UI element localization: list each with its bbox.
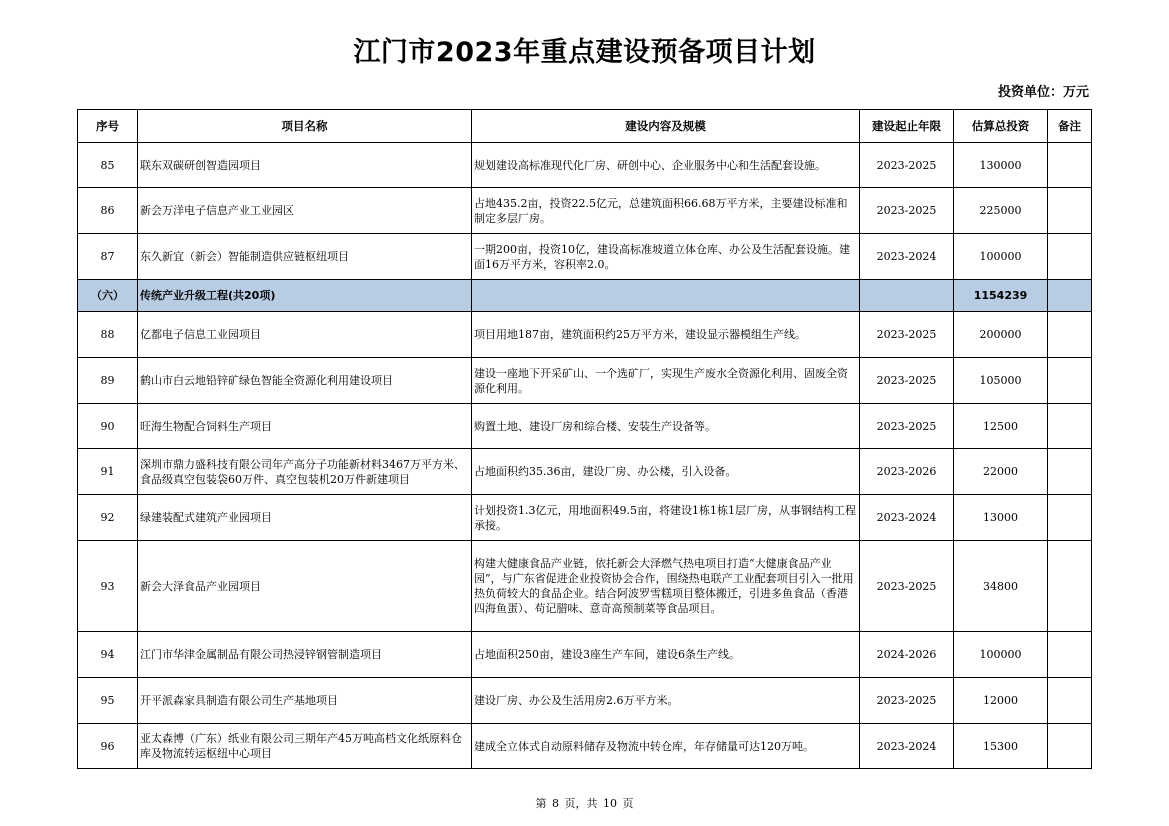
cell-no: 87 xyxy=(78,234,138,280)
cell-no: 86 xyxy=(78,188,138,234)
cell-content: 建设厂房、办公及生活用房2.6万平方米。 xyxy=(472,678,860,724)
cell-name: 鹤山市白云地铅锌矿绿色智能全资源化利用建设项目 xyxy=(138,358,472,404)
cell-period: 2023-2025 xyxy=(860,143,954,188)
cell-remark xyxy=(1048,495,1092,541)
cell-no: 89 xyxy=(78,358,138,404)
cell-name: 新会万洋电子信息产业工业园区 xyxy=(138,188,472,234)
cell-period: 2023-2026 xyxy=(860,449,954,495)
cell-content: 计划投资1.3亿元，用地面积49.5亩，将建设1栋1栋1层厂房，从事钢结构工程承接。 xyxy=(472,495,860,541)
header-invest: 估算总投资 xyxy=(954,110,1048,143)
header-content: 建设内容及规模 xyxy=(472,110,860,143)
footer-mid: 页，共 xyxy=(564,797,598,810)
cell-invest: 130000 xyxy=(954,143,1048,188)
footer-suffix: 页 xyxy=(622,797,634,810)
cell-period: 2023-2025 xyxy=(860,404,954,449)
cell-no: 88 xyxy=(78,312,138,358)
table-row xyxy=(78,449,1092,495)
cell-invest: 105000 xyxy=(954,358,1048,404)
section-row xyxy=(78,280,1092,312)
cell-content: 占地面积约35.36亩，建设厂房、办公楼，引入设备。 xyxy=(472,449,860,495)
cell-content: 占地435.2亩，投资22.5亿元，总建筑面积66.68万平方米，主要建设标准和制定多层厂房。 xyxy=(472,188,860,234)
cell-remark xyxy=(1048,678,1092,724)
cell-name: 开平派森家具制造有限公司生产基地项目 xyxy=(138,678,472,724)
cell-no: 94 xyxy=(78,632,138,678)
cell-content: 购置土地、建设厂房和综合楼、安装生产设备等。 xyxy=(472,404,860,449)
cell-name: 绿建装配式建筑产业园项目 xyxy=(138,495,472,541)
cell-invest: 34800 xyxy=(954,541,1048,632)
cell-invest: 225000 xyxy=(954,188,1048,234)
cell-content: 构建大健康食品产业链，依托新会大泽燃气热电项目打造“大健康食品产业园”，与广东省促进企业投资协会合作，围绕热电联产工业配套项目引入一批用热负荷较大的食品企业。结合阿波罗雪糕项目整体搬迁，引进多鱼食品（香港四海鱼蛋）、苟记腊味、意奇高预制菜等食品项目。 xyxy=(472,541,860,632)
section-name: 传统产业升级工程(共20项) xyxy=(138,280,472,312)
cell-remark xyxy=(1048,143,1092,188)
cell-period: 2023-2024 xyxy=(860,495,954,541)
cell-content: 项目用地187亩，建筑面积约25万平方米，建设显示器模组生产线。 xyxy=(472,312,860,358)
table-row xyxy=(78,358,1092,404)
section-content xyxy=(472,280,860,312)
cell-name: 联东双碳研创智造园项目 xyxy=(138,143,472,188)
cell-name: 旺海生物配合饲料生产项目 xyxy=(138,404,472,449)
cell-no: 95 xyxy=(78,678,138,724)
footer-prefix: 第 xyxy=(535,797,547,810)
table-row xyxy=(78,632,1092,678)
cell-period: 2023-2025 xyxy=(860,312,954,358)
page-title: 江门市2023年重点建设预备项目计划 xyxy=(353,37,816,68)
cell-period: 2023-2025 xyxy=(860,188,954,234)
cell-name: 新会大泽食品产业园项目 xyxy=(138,541,472,632)
cell-no: 85 xyxy=(78,143,138,188)
cell-remark xyxy=(1048,449,1092,495)
cell-remark xyxy=(1048,632,1092,678)
cell-content: 占地面积250亩，建设3座生产车间，建设6条生产线。 xyxy=(472,632,860,678)
cell-period: 2023-2025 xyxy=(860,678,954,724)
footer-total-pages: 10 xyxy=(603,797,617,810)
cell-name: 深圳市鼎力盛科技有限公司年产高分子功能新材料3467万平方米、食品级真空包装袋60万件、真空包装机20万件新建项目 xyxy=(138,449,472,495)
header-no: 序号 xyxy=(78,110,138,143)
cell-content: 建成全立体式自动原料储存及物流中转仓库，年存储量可达120万吨。 xyxy=(472,724,860,769)
cell-remark xyxy=(1048,541,1092,632)
cell-remark xyxy=(1048,188,1092,234)
investment-unit-label: 投资单位：万元 xyxy=(997,85,1089,100)
cell-no: 96 xyxy=(78,724,138,769)
section-period xyxy=(860,280,954,312)
cell-remark xyxy=(1048,312,1092,358)
table-row xyxy=(78,312,1092,358)
table-row xyxy=(78,724,1092,769)
cell-remark xyxy=(1048,234,1092,280)
cell-invest: 100000 xyxy=(954,234,1048,280)
cell-period: 2023-2024 xyxy=(860,724,954,769)
cell-no: 90 xyxy=(78,404,138,449)
cell-period: 2023-2025 xyxy=(860,358,954,404)
cell-no: 93 xyxy=(78,541,138,632)
cell-invest: 13000 xyxy=(954,495,1048,541)
cell-period: 2024-2026 xyxy=(860,632,954,678)
section-no: （六） xyxy=(78,280,138,312)
cell-content: 规划建设高标准现代化厂房、研创中心、企业服务中心和生活配套设施。 xyxy=(472,143,860,188)
table-row xyxy=(78,678,1092,724)
cell-content: 建设一座地下开采矿山、一个选矿厂，实现生产废水全资源化利用、固废全资源化利用。 xyxy=(472,358,860,404)
cell-no: 92 xyxy=(78,495,138,541)
cell-remark xyxy=(1048,724,1092,769)
footer-page-number: 8 xyxy=(552,797,559,810)
cell-invest: 22000 xyxy=(954,449,1048,495)
cell-invest: 12500 xyxy=(954,404,1048,449)
table-row xyxy=(78,404,1092,449)
header-name: 项目名称 xyxy=(138,110,472,143)
section-remark xyxy=(1048,280,1092,312)
table-row xyxy=(78,495,1092,541)
cell-invest: 100000 xyxy=(954,632,1048,678)
project-table xyxy=(77,109,1092,769)
table-header-row xyxy=(78,110,1092,143)
cell-period: 2023-2025 xyxy=(860,541,954,632)
cell-invest: 12000 xyxy=(954,678,1048,724)
cell-no: 91 xyxy=(78,449,138,495)
table-row xyxy=(78,143,1092,188)
table-row xyxy=(78,234,1092,280)
page-footer xyxy=(0,795,1169,811)
cell-name: 亚太森博（广东）纸业有限公司三期年产45万吨高档文化纸原料仓库及物流转运枢纽中心项目 xyxy=(138,724,472,769)
section-invest: 1154239 xyxy=(954,280,1048,312)
cell-name: 江门市华津金属制品有限公司热浸锌钢管制造项目 xyxy=(138,632,472,678)
table-row xyxy=(78,188,1092,234)
cell-remark xyxy=(1048,404,1092,449)
cell-name: 亿都电子信息工业园项目 xyxy=(138,312,472,358)
cell-content: 一期200亩，投资10亿，建设高标准坡道立体仓库、办公及生活配套设施。建面16万平方米，容积率2.0。 xyxy=(472,234,860,280)
cell-invest: 200000 xyxy=(954,312,1048,358)
cell-period: 2023-2024 xyxy=(860,234,954,280)
table-row xyxy=(78,541,1092,632)
cell-invest: 15300 xyxy=(954,724,1048,769)
cell-remark xyxy=(1048,358,1092,404)
header-remark: 备注 xyxy=(1048,110,1092,143)
header-period: 建设起止年限 xyxy=(860,110,954,143)
cell-name: 东久新宜（新会）智能制造供应链枢纽项目 xyxy=(138,234,472,280)
